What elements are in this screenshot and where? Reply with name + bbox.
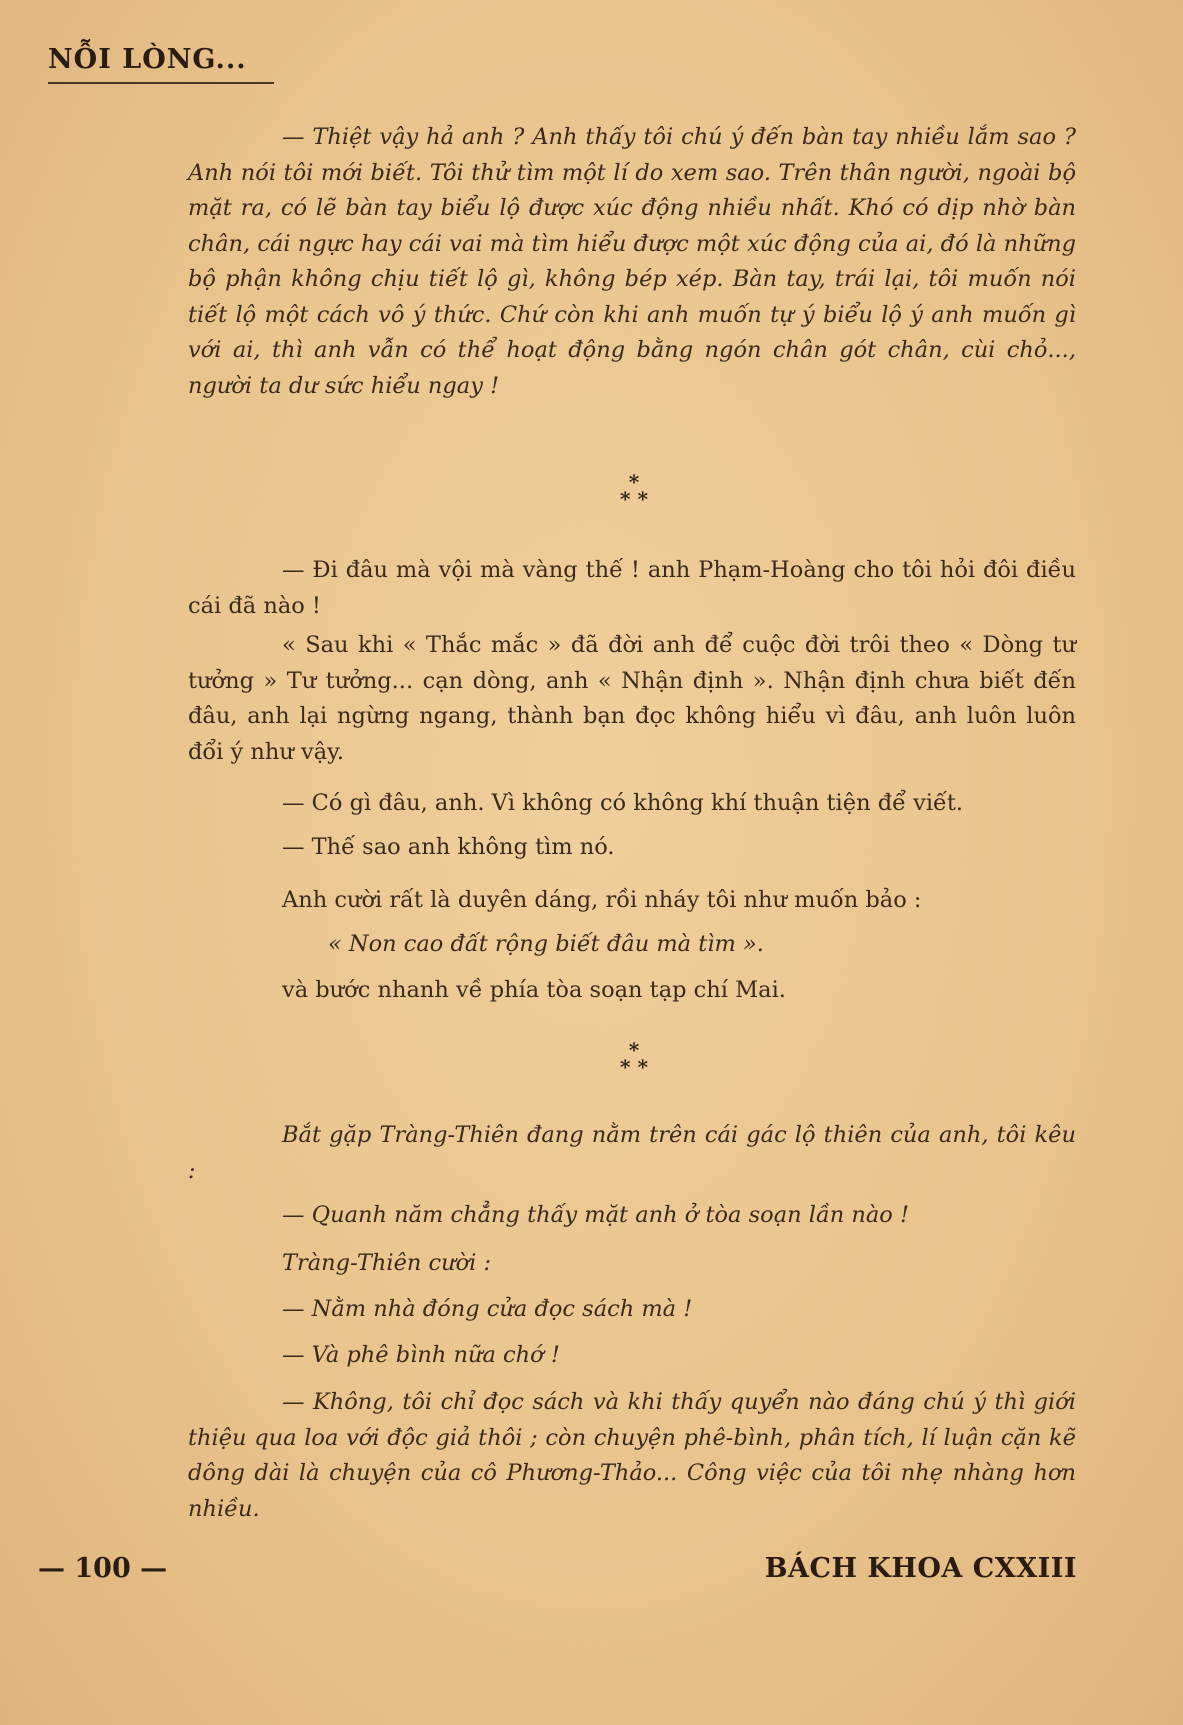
dialogue-line: — Nằm nhà đóng cửa đọc sách mà !	[282, 1296, 693, 1322]
dialogue-line: Tràng-Thiên cười :	[282, 1250, 492, 1276]
paragraph-reply: — Không, tôi chỉ đọc sách và khi thấy quyển nào đáng chú ý thì giới thiệu qua loa với độc giả thôi ; còn chuyện phê-bình, phân tích, lí luận cặn kẽ dông dài là chuyện của cô Phương-Thảo... Công việc của tôi nhẹ nhàng hơn nhiều.	[188, 1389, 1076, 1522]
dialogue-line: — Quanh năm chẳng thấy mặt anh ở tòa soạn lần nào !	[282, 1202, 910, 1228]
paragraph-trang-thien: Bắt gặp Tràng-Thiên đang nằm trên cái gác lộ thiên của anh, tôi kêu :	[188, 1122, 1076, 1184]
dialogue-line: — Thế sao anh không tìm nó.	[282, 834, 615, 860]
page-number: — 100 —	[38, 1553, 168, 1584]
dialogue-line: — Có gì đâu, anh. Vì không có không khí thuận tiện để viết.	[282, 790, 964, 816]
section-separator	[604, 1038, 664, 1079]
dialogue-line: — Và phê bình nữa chớ !	[282, 1342, 560, 1368]
magazine-title: BÁCH KHOA CXXIII	[764, 1553, 1077, 1584]
narration-line: và bước nhanh về phía tòa soạn tạp chí Mai.	[282, 977, 786, 1003]
narration-line: Anh cười rất là duyên dáng, rồi nháy tôi như muốn bảo :	[282, 887, 922, 913]
separator-star-bottom: * *	[620, 1055, 648, 1079]
separator-star-top: *	[628, 1038, 640, 1062]
paragraph-quote-sau-khi: « Sau khi « Thắc mắc » đã đời anh để cuộc đời trôi theo « Dòng tư tưởng » Tư tưởng... cạn dòng, anh « Nhận định ». Nhận định chưa biết đến đâu, anh lại ngừng ngang, thành bạn đọc không hiểu vì đâu, anh luôn luôn đổi ý như vậy.	[188, 632, 1076, 765]
header-underline	[48, 82, 274, 84]
section-separator	[604, 470, 664, 511]
separator-star-top: *	[628, 470, 640, 494]
paragraph-hands: — Thiệt vậy hả anh ? Anh thấy tôi chú ý đến bàn tay nhiều lắm sao ? Anh nói tôi mới biết. Tôi thử tìm một lí do xem sao. Trên thân người, ngoài bộ mặt ra, có lẽ bàn tay biểu lộ được xúc động nhiều nhất. Khó có dịp nhờ bàn chân, cái ngực hay cái vai mà tìm hiểu được một xúc động của ai, đó là những bộ phận không chịu tiết lộ gì, không bép xép. Bàn tay, trái lại, tôi muốn nói tiết lộ một cách vô ý thức. Chứ còn khi anh muốn tự ý biểu lộ ý anh muốn gì với ai, thì anh vẫn có thể hoạt động bằng ngón chân gót chân, cùi chỏ..., người ta dư sức hiểu ngay !	[188, 124, 1076, 399]
header-title: NỖI LÒNG...	[48, 44, 247, 75]
quote-line: « Non cao đất rộng biết đâu mà tìm ».	[328, 931, 764, 957]
separator-star-bottom: * *	[620, 487, 648, 511]
paragraph-question: — Đi đâu mà vội mà vàng thế ! anh Phạm-Hoàng cho tôi hỏi đôi điều cái đã nào !	[188, 557, 1076, 619]
